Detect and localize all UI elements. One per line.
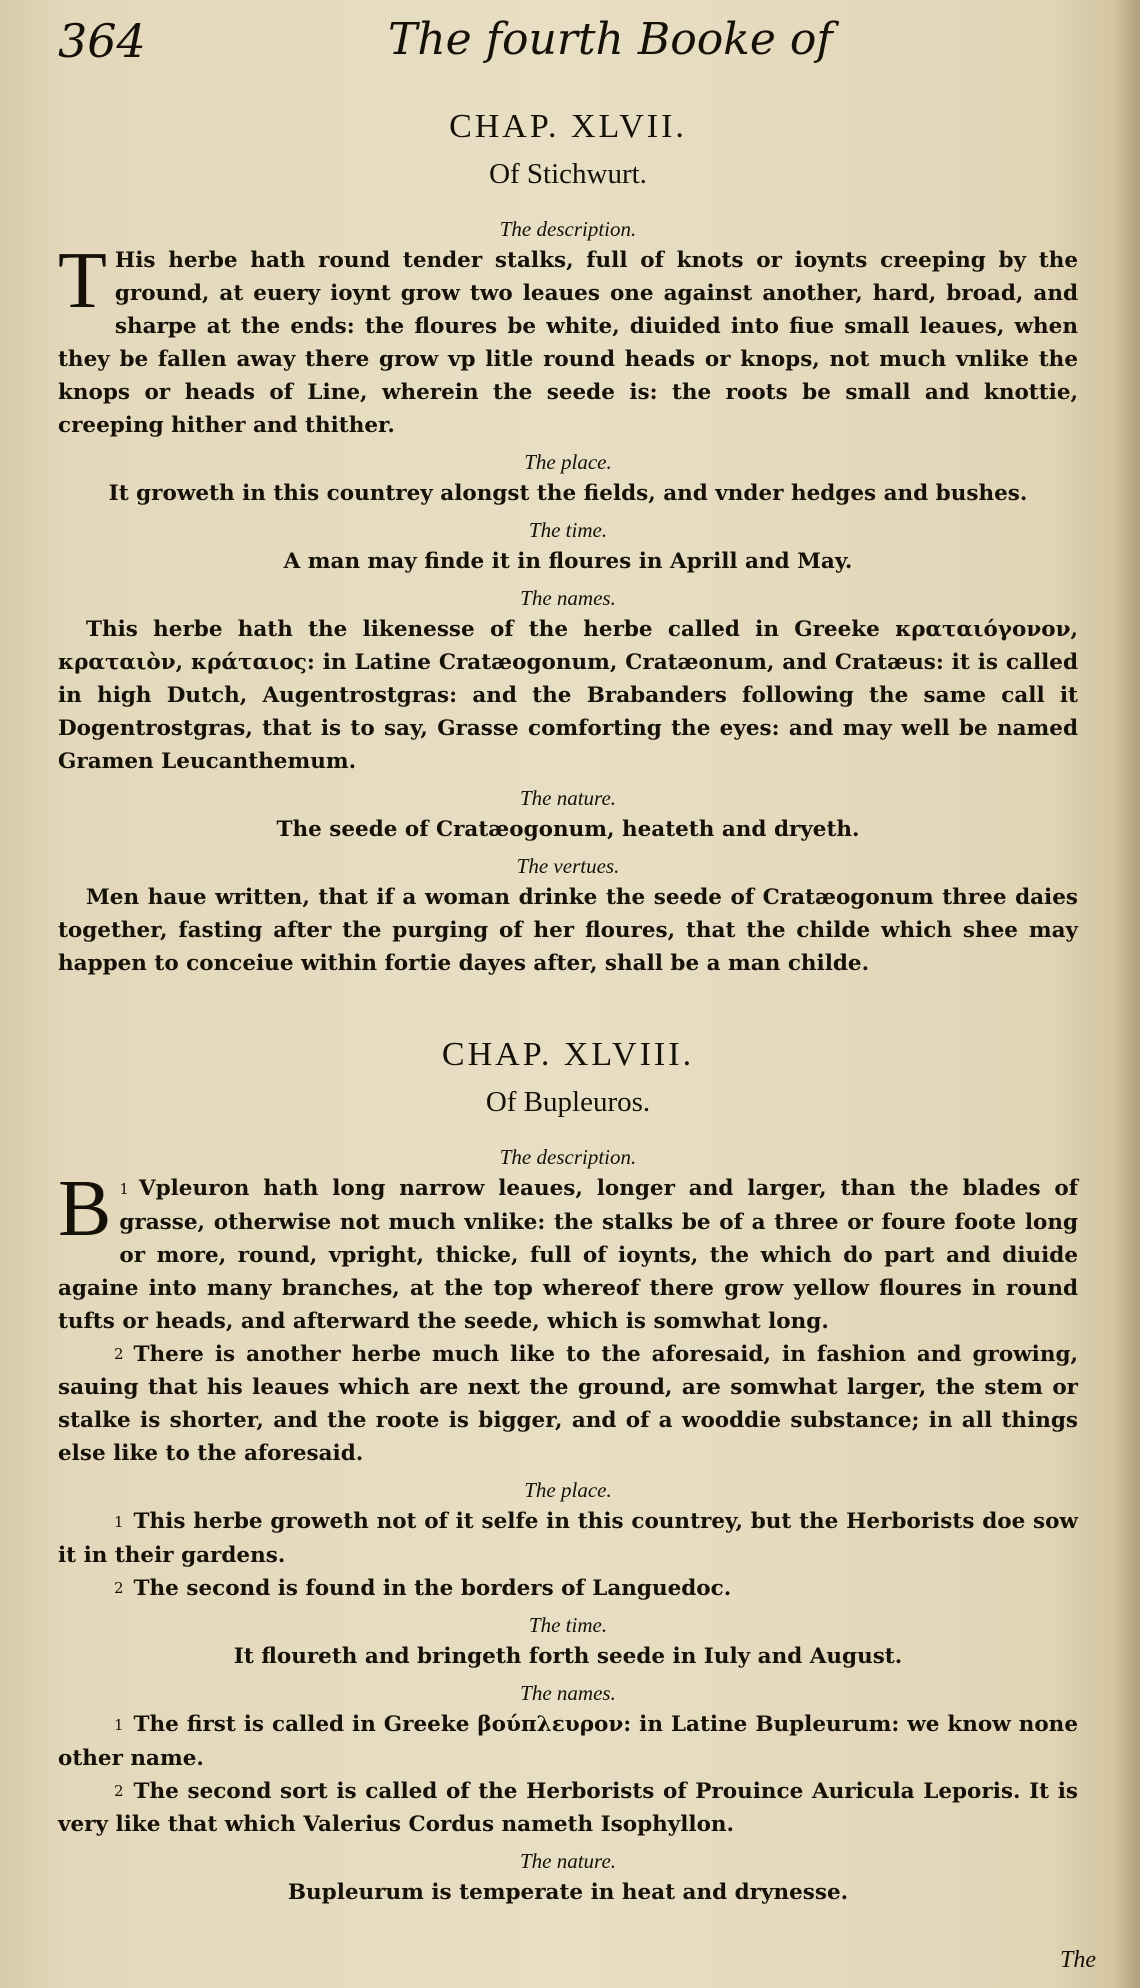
body-paragraph: It floureth and bringeth forth seede in Iuly and August.	[233, 1644, 903, 1669]
body-paragraph: A man may finde it in floures in Aprill and May.	[283, 549, 853, 574]
paragraph-text: Vpleuron hath long narrow leaues, longer and larger, than the blades of grasse, otherwise not much vnlike: the stalks be of a three or foure foote long or more, round, vpright, thicke, full of ioynts, the which do part and diuide againe into many branches, at the top whereof there grow yellow floures in round tufts or heads, and afterward the seede, which is somwhat long.	[58, 1176, 1078, 1334]
section-title: The place.	[524, 1478, 612, 1502]
section-title: The names.	[520, 1681, 616, 1705]
body-paragraph	[58, 237, 1078, 442]
page-header	[58, 14, 1078, 78]
body-paragraph	[58, 1338, 1078, 1471]
chapter	[58, 108, 1078, 980]
drop-cap: T	[58, 237, 107, 325]
section-title: The description.	[499, 217, 637, 241]
body-paragraph	[58, 1505, 1078, 1572]
item-number: 1	[119, 1179, 129, 1198]
paragraph-text: The second is found in the borders of Languedoc.	[133, 1575, 732, 1601]
catchword: The	[1060, 1947, 1096, 1973]
page-number: 364	[58, 14, 146, 68]
paragraph-text: The second sort is called of the Herborists of Prouince Auricula Leporis. It is very like that which Valerius Cordus nameth Isophyllon.	[58, 1778, 1078, 1837]
item-number: 2	[114, 1782, 124, 1800]
paragraph-text: The first is called in Greeke βούπλευρον: in Latine Bupleurum: we know none other name.	[58, 1712, 1078, 1771]
body-paragraph: Men haue written, that if a woman drinke the seede of Cratæogonum three daies together, fasting after the purging of her floures, that the childe which shee may happen to conceiue within fortie dayes after, shall be a man childe.	[58, 885, 1078, 976]
section-title: The place.	[524, 450, 612, 474]
chapter	[58, 1036, 1078, 1909]
body-paragraph: This herbe hath the likenesse of the herbe called in Greeke κραταιόγονον, κραταιὸν, κράταιος: in Latine Cratæogonum, Cratæonum, and Cratæus: it is called in high Dutch, Augentrostgras: and the Brabanders following the same call it Dogentrostgras, that is to say, Grasse comforting the eyes: and may well be named Gramen Leucanthemum.	[58, 617, 1078, 774]
chapter-heading: CHAP. XLVIII.	[441, 1036, 695, 1073]
section-title: The names.	[520, 586, 616, 610]
paragraph-text: There is another herbe much like to the aforesaid, in fashion and growing, sauing that his leaues which are next the ground, are somwhat larger, the stem or stalke is shorter, and the roote is bigger, and of a wooddie substance; in all things else like to the aforesaid.	[58, 1341, 1078, 1466]
body-paragraph	[58, 1165, 1078, 1338]
body-paragraph	[58, 1708, 1078, 1775]
chapter-heading: CHAP. XLVII.	[449, 108, 687, 145]
page-content	[58, 14, 1078, 1909]
running-title: The fourth Booke of	[388, 14, 833, 65]
body-paragraph	[58, 1572, 1078, 1606]
body-paragraph: It groweth in this countrey alongst the fields, and vnder hedges and bushes.	[108, 481, 1028, 506]
body-paragraph	[58, 1775, 1078, 1842]
item-number: 1	[114, 1715, 124, 1734]
body-paragraph: The seede of Cratæogonum, heateth and dryeth.	[276, 817, 860, 842]
section-title: The time.	[528, 1613, 608, 1637]
chapter-gap	[58, 980, 1078, 1006]
chapter-subheading: Of Bupleuros.	[485, 1086, 651, 1118]
section-title: The time.	[528, 518, 608, 542]
drop-cap: B	[58, 1165, 112, 1253]
section-title: The vertues.	[516, 854, 620, 878]
item-number: 1	[114, 1512, 124, 1531]
section-title: The description.	[499, 1145, 637, 1169]
section-title: The nature.	[519, 1849, 617, 1873]
item-number: 2	[114, 1345, 124, 1363]
chapter-subheading: Of Stichwurt.	[489, 158, 647, 190]
body-paragraph: Bupleurum is temperate in heat and drynesse.	[287, 1880, 849, 1905]
item-number: 2	[114, 1579, 124, 1597]
paragraph-text: His herbe hath round tender stalks, full of knots or ioynts creeping by the ground, at euery ioynt grow two leaues one against another, hard, broad, and sharpe at the ends: the floures be white, diuided into fiue small leaues, when they be fallen away there grow vp litle round heads or knops, not much vnlike the knops or heads of Line, wherein the seede is: the roots be small and knottie, creeping hither and thither.	[58, 248, 1078, 438]
paragraph-text: This herbe groweth not of it selfe in this countrey, but the Herborists doe sow it in their gardens.	[58, 1509, 1078, 1568]
section-title: The nature.	[519, 786, 617, 810]
